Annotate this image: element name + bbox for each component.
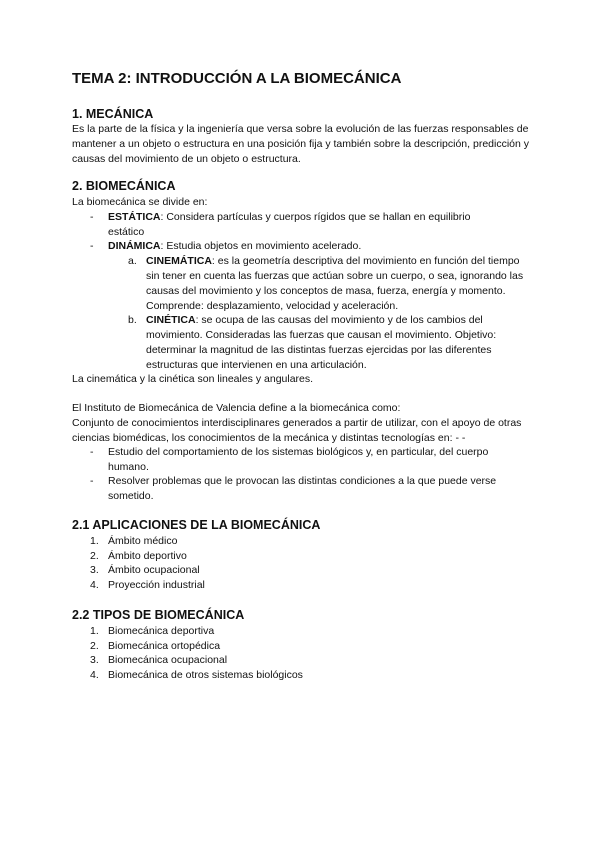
section-heading-mecanica: 1. MECÁNICA (72, 107, 154, 121)
ibv-intro: El Instituto de Biomecánica de Valencia define a la biomecánica como: (72, 402, 401, 414)
list-marker: - (90, 475, 94, 487)
list-marker: - (90, 211, 94, 223)
list-item-text: ESTÁTICA: Considera partículas y cuerpos rígidos que se hallan en equilibrio estático (108, 211, 471, 238)
ibv-definition: Conjunto de conocimientos interdisciplinares generados a partir de utilizar, con el apoyo de otras ciencias biomédicas, los conocimientos de la mecánica y distintas tecnologías en: - - (72, 417, 522, 444)
term-estatica: ESTÁTICA (108, 211, 161, 223)
list-item-text: CINÉTICA: se ocupa de las causas del movimiento y de los cambios del movimiento. Consideradas las fuerzas que causan el movimiento. Objetivo: determinar la magnitud de las distintas fuerzas ejercidas por las diferentes estructuras que intervienen en una articulación. (146, 314, 497, 371)
mecanica-definition: Es la parte de la física y la ingeniería que versa sobre la evolución de las fuerzas responsables de mantener a un objeto o estructura en una posición fija y también sobre la descripción, predicción y causas del movimiento de un objeto o estructura. (72, 123, 530, 165)
list-marker: 3. (90, 564, 99, 576)
list-item-text: Ámbito ocupacional (108, 564, 200, 576)
list-marker: 1. (90, 625, 99, 637)
term-cinematica: CINEMÁTICA (146, 255, 212, 267)
term-cinetica: CINÉTICA (146, 314, 196, 326)
list-item-text: Estudio del comportamiento de los sistemas biológicos y, en particular, del cuerpo humano. (108, 446, 489, 473)
list-marker: 2. (90, 640, 99, 652)
page-title: TEMA 2: INTRODUCCIÓN A LA BIOMECÁNICA (72, 70, 402, 87)
section-heading-aplicaciones: 2.1 APLICACIONES DE LA BIOMECÁNICA (72, 518, 321, 532)
closing-line: La cinemática y la cinética son lineales y angulares. (72, 373, 314, 385)
list-item-text: Resolver problemas que le provocan las distintas condiciones a la que puede verse sometido. (108, 475, 497, 502)
list-marker: 4. (90, 579, 99, 591)
list-item-text: Biomecánica deportiva (108, 625, 215, 637)
list-marker: 2. (90, 550, 99, 562)
list-item-text: CINEMÁTICA: es la geometría descriptiva del movimiento en función del tiempo sin tener en cuenta las fuerzas que actúan sobre un cuerpo, o sea, ignorando las causas del movimiento y los conceptos de masa, fuerza, energía y momento. Comprende: desplazamiento, velocidad y aceleración. (146, 255, 524, 312)
list-item-text: Biomecánica de otros sistemas biológicos (108, 669, 303, 681)
list-item-text: DINÁMICA: Estudia objetos en movimiento acelerado. (108, 240, 362, 252)
section-heading-biomecanica: 2. BIOMECÁNICA (72, 179, 176, 193)
list-marker: - (90, 446, 94, 458)
list-item-text: Biomecánica ortopédica (108, 640, 221, 652)
list-item-text: Biomecánica ocupacional (108, 654, 228, 666)
list-marker: b. (128, 314, 137, 326)
list-marker: - (90, 240, 94, 252)
list-item-text: Proyección industrial (108, 579, 205, 591)
biomecanica-intro: La biomecánica se divide en: (72, 196, 208, 208)
list-marker: 4. (90, 669, 99, 681)
list-marker: 3. (90, 654, 99, 666)
list-item-text: Ámbito médico (108, 535, 178, 547)
list-marker: 1. (90, 535, 99, 547)
section-heading-tipos: 2.2 TIPOS DE BIOMECÁNICA (72, 608, 245, 622)
list-item-text: Ámbito deportivo (108, 550, 187, 562)
term-dinamica: DINÁMICA (108, 240, 161, 252)
list-marker: a. (128, 255, 137, 267)
